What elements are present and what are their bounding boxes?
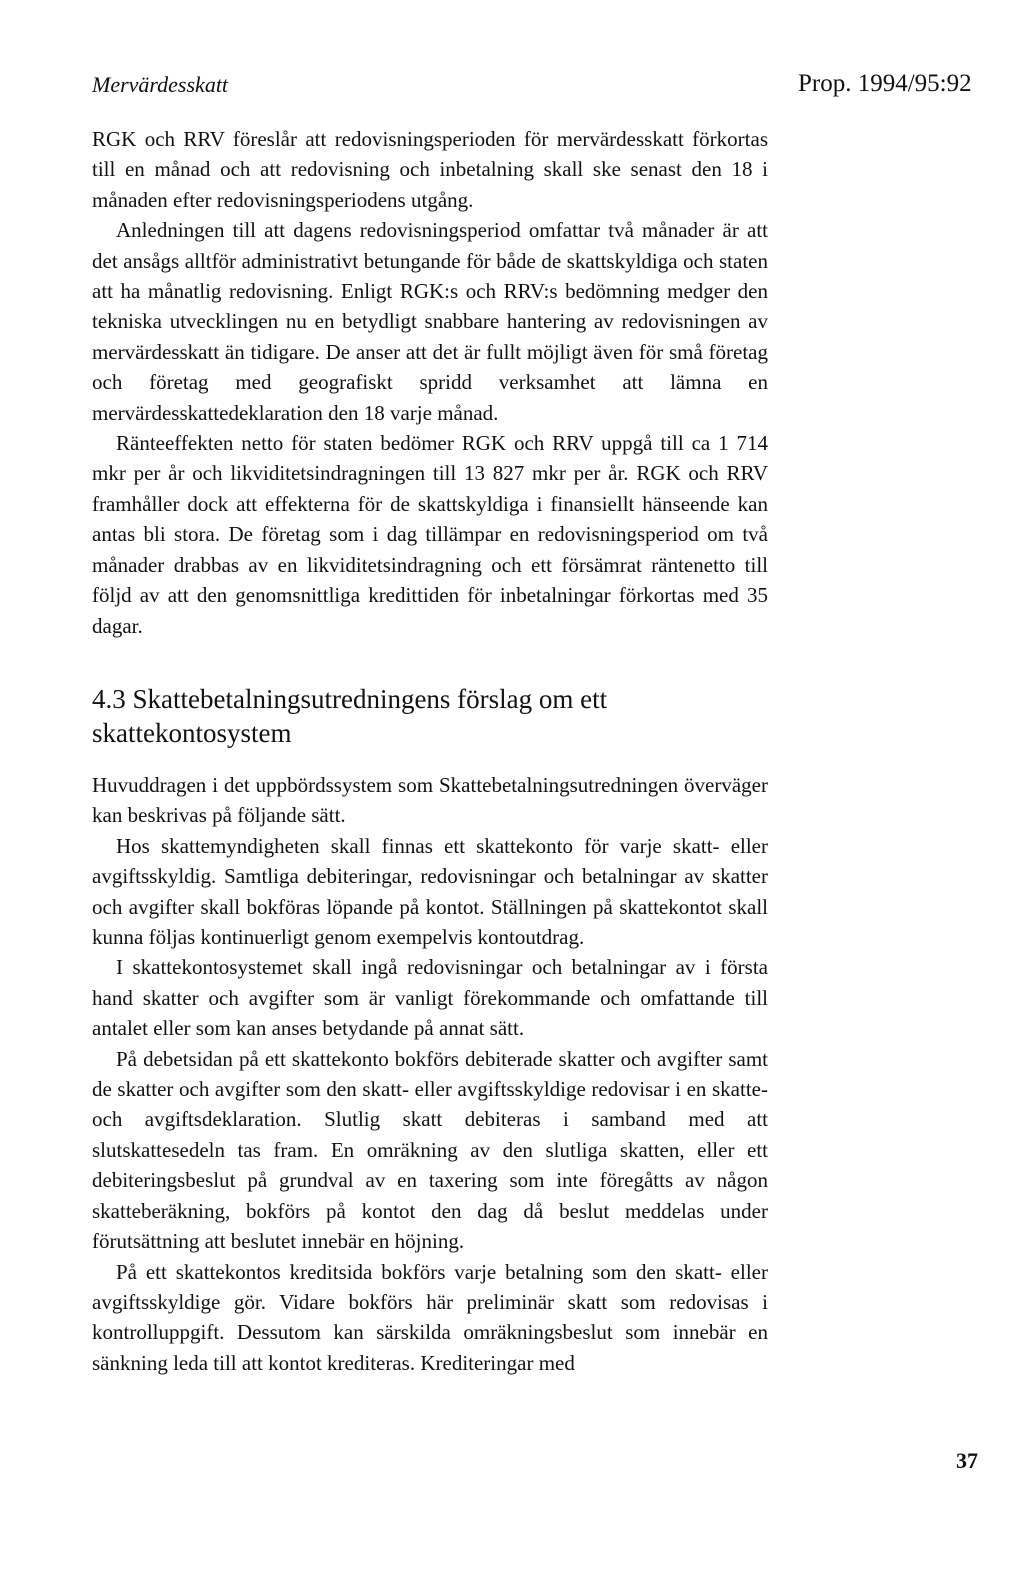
paragraph: Anledningen till att dagens redovisningsperiod omfattar två månader är att det ansågs alltför administrativt betungande för både de skattskyldiga och staten att ha månatlig redovisning. Enligt RGK:s och RRV:s bedömning medger den tekniska utvecklingen nu en betydligt snabbare hantering av redovisningen av mervärdesskatt än tidigare. De anser att det är fullt möjligt även för små företag och företag med geografiskt spridd verksamhet att lämna en mervärdesskattedeklaration den 18 varje månad.	[92, 218, 768, 425]
paragraph: I skattekontosystemet skall ingå redovisningar och betalningar av i första hand skatter och avgifter som är vanligt förekommande och omfattande till antalet eller som kan anses betydande på annat sätt.	[92, 955, 768, 1041]
proposition-reference: Prop. 1994/95:92	[798, 70, 972, 97]
paragraph: På debetsidan på ett skattekonto bokförs debiterade skatter och avgifter samt de skatter och avgifter som den skatt- eller avgiftsskyldige redovisar i en skatte- och avgiftsdeklaration. Slutlig skatt debiteras i samband med att slutskattesedeln tas fram. En omräkning av den slutliga skatten, eller ett debiteringsbeslut på grundval av en taxering som inte föregåtts av någon skatteberäkning, bokförs på kontot den dag då beslut meddelas under förutsättning att beslutet innebär en höjning.	[92, 1046, 768, 1254]
section-body-4-3	[92, 770, 768, 1378]
paragraph: Hos skattemyndigheten skall finnas ett skattekonto för varje skatt- eller avgiftsskyldig. Samtliga debiteringar, redovisningar och betalningar av skatter och avgifter skall bokföras löpande på kontot. Ställningen på skattekontot skall kunna följas kontinuerligt genom exempelvis kontoutdrag.	[92, 833, 768, 950]
running-head: Mervärdesskatt	[92, 72, 229, 97]
paragraph: RGK och RRV föreslår att redovisningsperioden för mervärdesskatt förkortas till en månad och att redovisning och inbetalning skall ske senast den 18 i månaden efter redovisningsperiodens utgång.	[92, 127, 768, 212]
page-number: 37	[956, 1448, 978, 1473]
paragraph: Ränteeffekten netto för staten bedömer RGK och RRV uppgå till ca 1 714 mkr per år och likviditetsindragningen till 13 827 mkr per år. RGK och RRV framhåller dock att effekterna för de skattskyldiga i finansiellt hänseende kan antas bli stora. De företag som i dag tillämpar en redovisningsperiod om två månader drabbas av en likviditetsindragning och ett försämrat räntenetto till följd av att den genomsnittliga kredittiden för inbetalningar förkortas med 35 dagar.	[92, 431, 768, 638]
paragraph: Huvuddragen i det uppbördssystem som Skattebetalningsutredningen överväger kan beskrivas på följande sätt.	[92, 773, 768, 828]
section-heading: 4.3 Skattebetalningsutredningens förslag om ett skattekontosystem	[92, 684, 608, 748]
section-body-before	[92, 124, 768, 641]
paragraph: På ett skattekontos kreditsida bokförs varje betalning som den skatt- eller avgiftsskyldige gör. Vidare bokförs här preliminär skatt som redovisas i kontrolluppgift. Dessutom kan särskilda omräkningsbeslut som innebär en sänkning leda till att kontot krediteras. Krediteringar med	[92, 1259, 768, 1375]
